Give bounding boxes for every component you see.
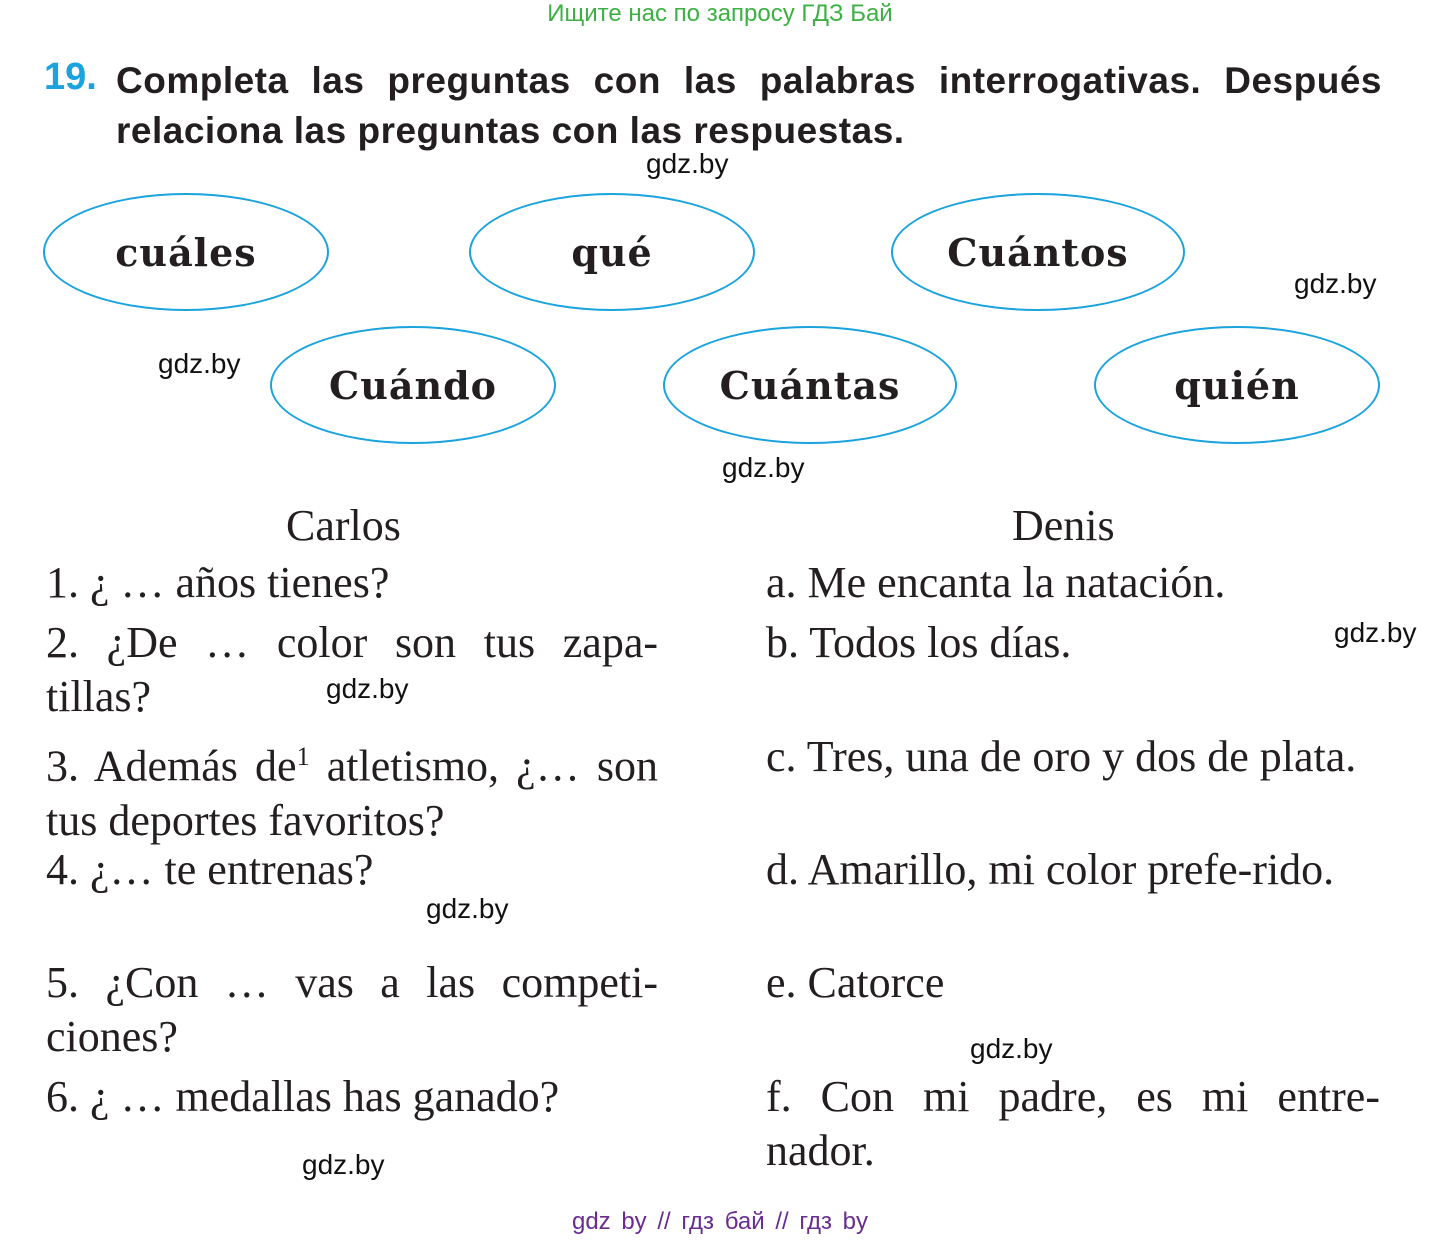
watermark: gdz.by bbox=[426, 893, 509, 924]
question-5: 5. ¿Con … vas a las competi-ciones? bbox=[46, 958, 658, 1061]
question-3-start: 3. Además de bbox=[46, 741, 297, 791]
footer-links[interactable]: gdz by // гдз бай // гдз by bbox=[571, 1208, 869, 1235]
word-oval-que bbox=[469, 193, 755, 311]
question-3-rest: atletismo, ¿… son tus deportes favoritos? bbox=[46, 741, 658, 845]
word-label: cuáles bbox=[115, 229, 257, 275]
word-label: Cuándo bbox=[328, 362, 498, 408]
word-label: Cuántas bbox=[719, 362, 901, 408]
question-6: 6. ¿ … medallas has ganado? bbox=[46, 1072, 560, 1121]
question-1: 1. ¿ … años tienes? bbox=[46, 558, 390, 607]
watermark: gdz.by bbox=[1334, 617, 1417, 648]
top-banner[interactable]: Ищите нас по запросу ГДЗ Бай bbox=[547, 0, 893, 27]
word-oval-cuantas bbox=[663, 326, 957, 444]
exercise-number: 19. bbox=[44, 56, 97, 98]
watermark: gdz.by bbox=[1294, 268, 1377, 299]
watermark: gdz.by bbox=[646, 148, 729, 179]
exercise-instruction: Completa las preguntas con las palabras interrogativas. Después relaciona las preguntas con las respuestas. bbox=[116, 60, 1382, 151]
watermark: gdz.by bbox=[970, 1033, 1053, 1064]
word-label: qué bbox=[571, 229, 653, 275]
footnote-mark: 1 bbox=[296, 742, 310, 771]
word-label: Cuántos bbox=[947, 229, 1129, 275]
column-header-carlos: Carlos bbox=[286, 501, 401, 550]
answer-c: c. Tres, una de oro y dos de plata. bbox=[766, 732, 1357, 781]
word-oval-cuantos bbox=[891, 193, 1185, 311]
watermark: gdz.by bbox=[722, 452, 805, 483]
question-2: 2. ¿De … color son tus zapa-tillas? bbox=[46, 618, 658, 721]
word-oval-quien bbox=[1094, 326, 1380, 444]
question-3 bbox=[46, 730, 658, 848]
word-oval-cuales bbox=[43, 193, 329, 311]
column-header-denis: Denis bbox=[1012, 501, 1115, 550]
answer-b: b. Todos los días. bbox=[766, 618, 1072, 667]
watermark: gdz.by bbox=[158, 348, 241, 379]
question-4: 4. ¿… te entrenas? bbox=[46, 845, 374, 894]
word-oval-cuando bbox=[270, 326, 556, 444]
answer-f: f. Con mi padre, es mi entre-nador. bbox=[766, 1072, 1380, 1175]
word-label: quién bbox=[1174, 362, 1300, 408]
answer-e: e. Catorce bbox=[766, 958, 945, 1007]
answer-d: d. Amarillo, mi color prefe-rido. bbox=[766, 845, 1335, 894]
answer-a: a. Me encanta la natación. bbox=[766, 558, 1226, 607]
watermark: gdz.by bbox=[302, 1149, 385, 1180]
watermark: gdz.by bbox=[326, 673, 409, 704]
